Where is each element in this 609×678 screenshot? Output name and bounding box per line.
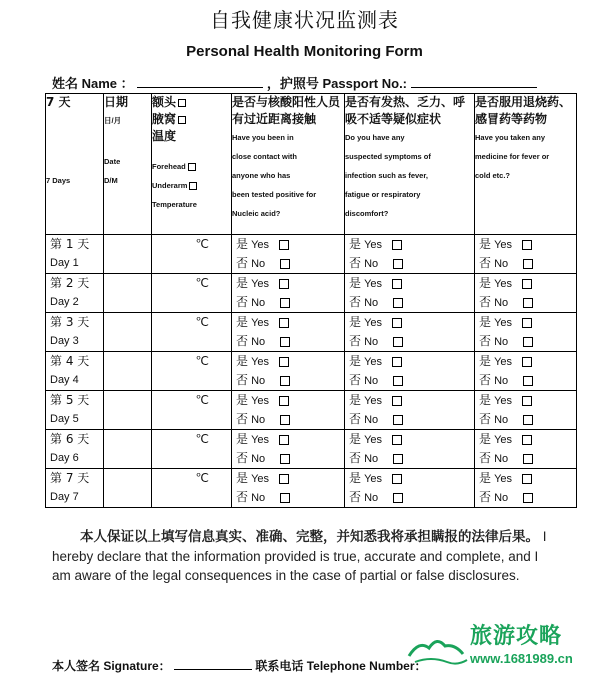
temperature-input-cell[interactable] <box>152 235 232 274</box>
symptom-yes-checkbox[interactable] <box>392 435 402 445</box>
medicine-yes-checkbox[interactable] <box>522 279 532 289</box>
signature-label: 本人签名 Signature： <box>52 659 171 673</box>
contact-yes-checkbox[interactable] <box>279 435 289 445</box>
watermark-text: 旅游攻略 <box>470 624 563 649</box>
header-days: 7 天 7 Days <box>46 94 104 235</box>
medicine-answer-cell: 是 Yes 否 No <box>475 313 577 352</box>
day-label-en: Day 2 <box>50 296 79 308</box>
contact-no-checkbox[interactable] <box>280 454 290 464</box>
day-label-en: Day 1 <box>50 257 79 269</box>
day-label-en: Day 3 <box>50 335 79 347</box>
table-row <box>46 274 577 313</box>
day-label-zh: 第 6 天 <box>50 432 90 446</box>
medicine-no-checkbox[interactable] <box>523 298 533 308</box>
declaration-en: I hereby declare that the information provided is true, accurate and complete, and I am aware of the legal consequences in the case of partial or false disclosures. <box>52 529 547 583</box>
day-cell <box>46 469 104 508</box>
contact-yes-checkbox[interactable] <box>279 318 289 328</box>
watermark-url: www.1681989.cn <box>470 651 573 666</box>
symptom-answer-cell: 是 Yes 否 No <box>345 235 475 274</box>
header-date: 日期 日/月 Date D/M <box>104 94 152 235</box>
contact-answer-cell: 是 Yes 否 No <box>232 274 345 313</box>
name-field[interactable] <box>137 75 263 88</box>
contact-no-checkbox[interactable] <box>280 415 290 425</box>
forehead-en-checkbox[interactable] <box>188 163 196 171</box>
symptom-yes-checkbox[interactable] <box>392 396 402 406</box>
temperature-input-cell[interactable] <box>152 352 232 391</box>
day-label-zh: 第 1 天 <box>50 237 90 251</box>
day-cell <box>46 313 104 352</box>
passport-field[interactable] <box>411 75 537 88</box>
date-input-cell[interactable] <box>104 352 152 391</box>
signature-field[interactable] <box>174 657 252 670</box>
contact-answer-cell: 是 Yes 否 No <box>232 352 345 391</box>
underarm-en-checkbox[interactable] <box>189 182 197 190</box>
symptom-answer-cell: 是 Yes 否 No <box>345 391 475 430</box>
contact-answer-cell: 是 Yes 否 No <box>232 391 345 430</box>
day-cell <box>46 274 104 313</box>
day-cell <box>46 430 104 469</box>
symptom-no-checkbox[interactable] <box>393 415 403 425</box>
symptom-answer-cell: 是 Yes 否 No <box>345 313 475 352</box>
day-label-zh: 第 4 天 <box>50 354 90 368</box>
temperature-input-cell[interactable] <box>152 391 232 430</box>
form-title-english: Personal Health Monitoring Form <box>186 43 423 60</box>
date-input-cell[interactable] <box>104 391 152 430</box>
header-row <box>46 94 577 235</box>
medicine-yes-checkbox[interactable] <box>522 318 532 328</box>
medicine-no-checkbox[interactable] <box>523 337 533 347</box>
medicine-answer-cell: 是 Yes 否 No <box>475 235 577 274</box>
date-input-cell[interactable] <box>104 274 152 313</box>
contact-no-checkbox[interactable] <box>280 493 290 503</box>
day-cell <box>46 352 104 391</box>
header-temperature: 额头 腋窝 温度 Forehead Underarm Temperature <box>152 94 232 235</box>
symptom-no-checkbox[interactable] <box>393 259 403 269</box>
celsius-unit: ℃ <box>195 471 209 485</box>
temperature-input-cell[interactable] <box>152 313 232 352</box>
symptom-yes-checkbox[interactable] <box>392 279 402 289</box>
date-input-cell[interactable] <box>104 313 152 352</box>
contact-answer-cell: 是 Yes 否 No <box>232 469 345 508</box>
contact-no-checkbox[interactable] <box>280 259 290 269</box>
day-cell <box>46 391 104 430</box>
monitoring-table <box>45 93 577 508</box>
medicine-no-checkbox[interactable] <box>523 376 533 386</box>
signature-line <box>52 657 427 674</box>
table-row <box>46 352 577 391</box>
temperature-input-cell[interactable] <box>152 274 232 313</box>
temperature-input-cell[interactable] <box>152 430 232 469</box>
day-label-zh: 第 3 天 <box>50 315 90 329</box>
header-contact: 是否与核酸阳性人员有过近距离接触 Have you been in close contact with anyone who has been tested positive for Nucleic acid? <box>232 94 345 235</box>
contact-yes-checkbox[interactable] <box>279 240 289 250</box>
medicine-yes-checkbox[interactable] <box>522 396 532 406</box>
celsius-unit: ℃ <box>195 393 209 407</box>
contact-yes-checkbox[interactable] <box>279 396 289 406</box>
day-label-zh: 第 2 天 <box>50 276 90 290</box>
contact-no-checkbox[interactable] <box>280 376 290 386</box>
celsius-unit: ℃ <box>195 354 209 368</box>
medicine-yes-checkbox[interactable] <box>522 474 532 484</box>
day-cell <box>46 235 104 274</box>
table-row <box>46 235 577 274</box>
symptom-answer-cell: 是 Yes 否 No <box>345 274 475 313</box>
medicine-no-checkbox[interactable] <box>523 259 533 269</box>
form-title-chinese: 自我健康状况监测表 <box>210 8 399 32</box>
medicine-answer-cell: 是 Yes 否 No <box>475 352 577 391</box>
symptom-no-checkbox[interactable] <box>393 298 403 308</box>
day-label-zh: 第 7 天 <box>50 471 90 485</box>
identity-line <box>52 73 537 92</box>
contact-answer-cell: 是 Yes 否 No <box>232 313 345 352</box>
forehead-checkbox[interactable] <box>178 99 186 107</box>
symptom-answer-cell: 是 Yes 否 No <box>345 352 475 391</box>
medicine-answer-cell: 是 Yes 否 No <box>475 391 577 430</box>
date-input-cell[interactable] <box>104 235 152 274</box>
declaration-text <box>52 527 552 585</box>
contact-no-checkbox[interactable] <box>280 337 290 347</box>
celsius-unit: ℃ <box>195 315 209 329</box>
medicine-no-checkbox[interactable] <box>523 493 533 503</box>
celsius-unit: ℃ <box>195 276 209 290</box>
name-label: 姓名 Name ： <box>52 76 134 91</box>
passport-label: ，护照号 Passport No.: <box>266 76 408 91</box>
day-rows <box>46 235 577 508</box>
symptom-answer-cell: 是 Yes 否 No <box>345 469 475 508</box>
medicine-yes-checkbox[interactable] <box>522 240 532 250</box>
underarm-checkbox[interactable] <box>178 116 186 124</box>
medicine-no-checkbox[interactable] <box>523 454 533 464</box>
date-input-cell[interactable] <box>104 469 152 508</box>
day-label-en: Day 5 <box>50 413 79 425</box>
declaration-zh: 本人保证以上填写信息真实、准确、完整，并知悉我将承担瞒报的法律后果。 <box>80 529 539 545</box>
day-label-en: Day 4 <box>50 374 79 386</box>
temperature-input-cell[interactable] <box>152 469 232 508</box>
symptom-no-checkbox[interactable] <box>393 493 403 503</box>
date-input-cell[interactable] <box>104 430 152 469</box>
telephone-label: 联系电话 Telephone Number： <box>255 659 427 673</box>
day-label-zh: 第 5 天 <box>50 393 90 407</box>
symptom-yes-checkbox[interactable] <box>392 318 402 328</box>
contact-yes-checkbox[interactable] <box>279 474 289 484</box>
symptom-yes-checkbox[interactable] <box>392 240 402 250</box>
medicine-yes-checkbox[interactable] <box>522 435 532 445</box>
medicine-answer-cell: 是 Yes 否 No <box>475 274 577 313</box>
contact-no-checkbox[interactable] <box>280 298 290 308</box>
table-row <box>46 469 577 508</box>
symptom-answer-cell: 是 Yes 否 No <box>345 430 475 469</box>
contact-yes-checkbox[interactable] <box>279 357 289 367</box>
symptom-yes-checkbox[interactable] <box>392 357 402 367</box>
contact-answer-cell: 是 Yes 否 No <box>232 235 345 274</box>
symptom-yes-checkbox[interactable] <box>392 474 402 484</box>
symptom-no-checkbox[interactable] <box>393 376 403 386</box>
celsius-unit: ℃ <box>195 432 209 446</box>
table-row <box>46 391 577 430</box>
symptom-no-checkbox[interactable] <box>393 454 403 464</box>
day-label-en: Day 7 <box>50 491 79 503</box>
medicine-answer-cell: 是 Yes 否 No <box>475 469 577 508</box>
header-symptoms: 是否有发热、乏力、呼吸不适等疑似症状 Do you have any suspected symptoms of infection such as fever, fatigue or respiratory discomfort? <box>345 94 475 235</box>
contact-answer-cell: 是 Yes 否 No <box>232 430 345 469</box>
contact-yes-checkbox[interactable] <box>279 279 289 289</box>
celsius-unit: ℃ <box>195 237 209 251</box>
symptom-no-checkbox[interactable] <box>393 337 403 347</box>
day-label-en: Day 6 <box>50 452 79 464</box>
medicine-answer-cell: 是 Yes 否 No <box>475 430 577 469</box>
table-row <box>46 313 577 352</box>
header-medicine: 是否服用退烧药、感冒药等药物 Have you taken any medicine for fever or cold etc.? <box>475 94 577 235</box>
medicine-yes-checkbox[interactable] <box>522 357 532 367</box>
medicine-no-checkbox[interactable] <box>523 415 533 425</box>
table-row <box>46 430 577 469</box>
